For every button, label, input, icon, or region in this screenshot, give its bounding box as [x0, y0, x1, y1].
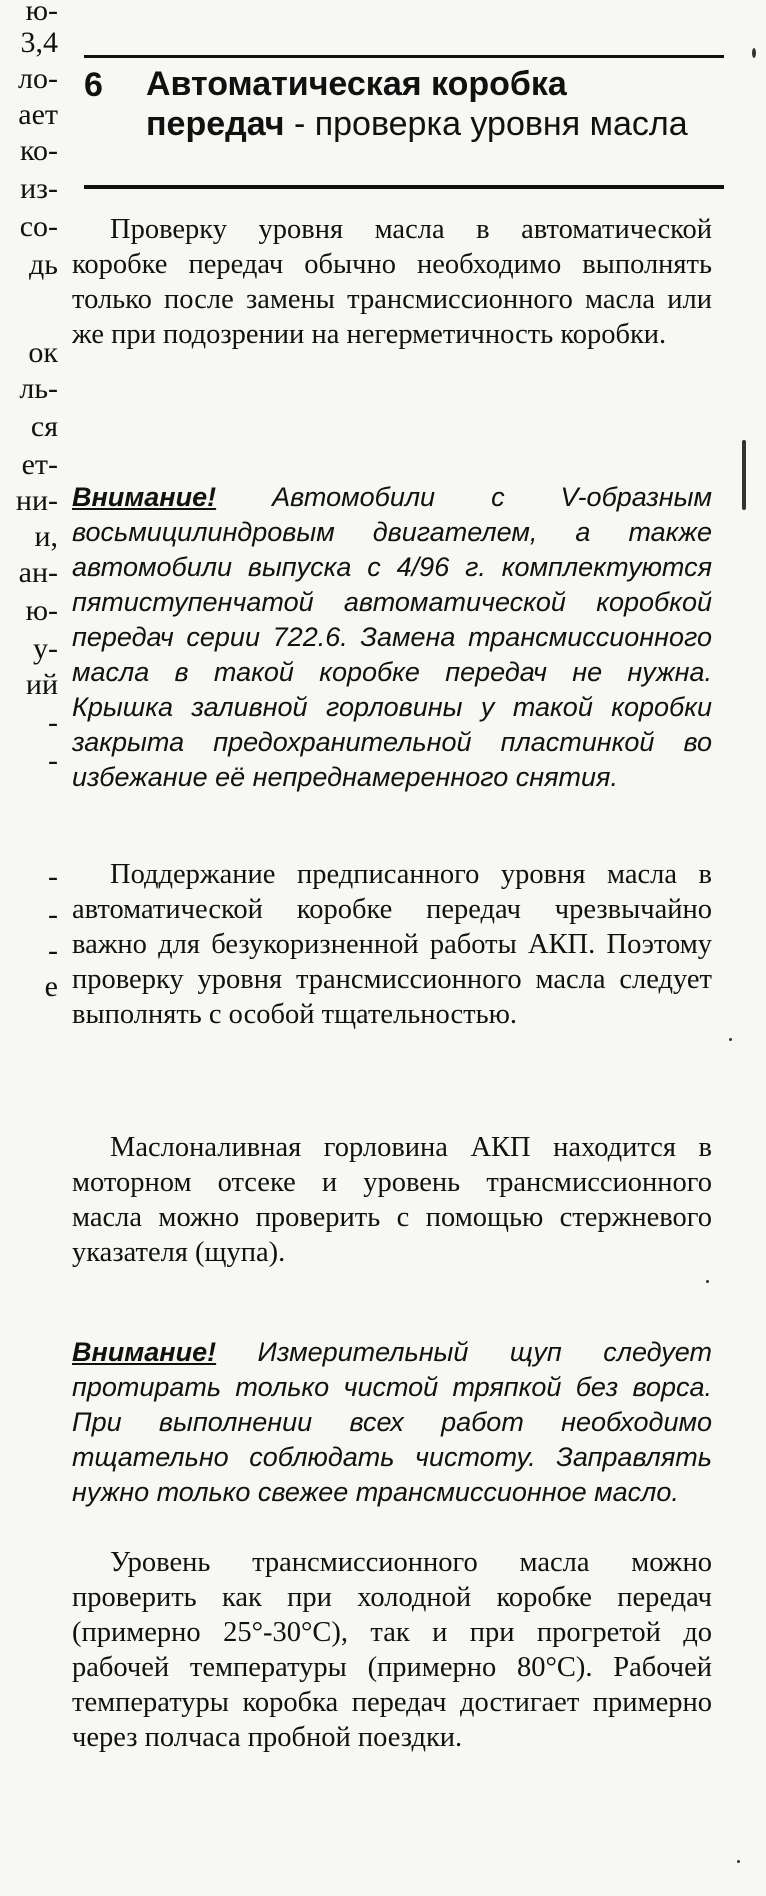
- scan-speck: [742, 440, 746, 510]
- scan-speck: [706, 1280, 709, 1283]
- paragraph-temperature: Уровень трансмиссионного масла можно проверить как при холодной коробке передач (примерно 25°-30°C), так и при прогретой до рабочей температуры (примерно 80°C). Рабочей температуры коробка передач достигает примерно через полчаса пробной поездки.: [72, 1547, 712, 1753]
- fragment-line: -: [48, 744, 58, 777]
- scan-speck: [729, 1038, 732, 1041]
- paragraph-level-importance: Поддержание предписанного уровня масла в автоматической коробке передач чрезвычайно важно для безукоризненной работы АКП. Поэтому проверку уровня трансмиссионного масла следует выполнять с особой тщательностью.: [72, 859, 712, 1030]
- fragment-line: ни-: [15, 484, 58, 517]
- scan-speck: [737, 1860, 740, 1863]
- section-number: 6: [84, 66, 103, 104]
- fragment-line: -: [48, 706, 58, 739]
- warning-text: Автомобили с V-образным восьмицилиндровым двигателем, а также автомобили выпуска с 4/96 г. комплектуются пятиступенчатой автоматической коробкой передач серии 722.6. Замена трансмиссионного масла в такой коробке передач не нужна. Крышка заливной горловины у такой коробки закрыта предохранительной пластинкой во избежание её непреднамеренного снятия.: [72, 482, 712, 792]
- fragment-line: -: [48, 860, 58, 893]
- fragment-line: ю-: [25, 0, 58, 27]
- fragment-line: ль-: [19, 372, 58, 405]
- section-top-rule: [84, 55, 724, 58]
- fragment-line: ю-: [25, 594, 58, 627]
- fragment-line: из-: [20, 172, 58, 205]
- fragment-line: дь: [29, 248, 58, 281]
- fragment-line: ает: [18, 98, 58, 131]
- fragment-line: со-: [19, 210, 58, 243]
- fragment-line: -: [48, 898, 58, 931]
- fragment-line: ко-: [19, 134, 58, 167]
- warning-block-1: [72, 480, 712, 795]
- fragment-line: ся: [30, 410, 58, 443]
- left-column-fragments: [0, 0, 60, 1100]
- fragment-line: у-: [33, 632, 58, 665]
- section-title: [146, 64, 706, 144]
- fragment-line: ок: [28, 336, 58, 369]
- fragment-line: ет-: [21, 448, 58, 481]
- warning-text: Измерительный щуп следует протирать только чистой тряпкой без ворса. При выполнении всех работ необходимо тщательно соблюдать чистоту. Заправлять нужно только свежее трансмиссионное масло.: [72, 1337, 712, 1507]
- fragment-line: ий: [25, 668, 58, 701]
- fragment-line: ло-: [18, 62, 58, 95]
- article-column: [72, 0, 722, 1896]
- fragment-line: -: [48, 934, 58, 967]
- warning-label: Внимание!: [72, 482, 217, 512]
- scan-speck: [752, 48, 756, 58]
- paragraph-filler-neck: Маслоналивная горловина АКП находится в моторном отсеке и уровень трансмиссионного масла можно проверить с помощью стержневого указателя (щупа).: [72, 1132, 712, 1268]
- fragment-line: е: [44, 970, 58, 1003]
- section-title-bold: Автоматическая коробка передач: [146, 65, 567, 143]
- section-title-rest: - проверка уровня масла: [284, 105, 688, 143]
- fragment-line: 3,4: [20, 26, 58, 59]
- paragraph-intro: Проверку уровня масла в автоматической коробке передач обычно необходимо выполнять только после замены трансмиссионного масла или же при подозрении на негерметичность коробки.: [72, 214, 712, 350]
- warning-label: Внимание!: [72, 1337, 217, 1367]
- fragment-line: ан-: [18, 556, 58, 589]
- fragment-line: и,: [34, 520, 58, 553]
- warning-block-2: [72, 1335, 712, 1510]
- section-bottom-rule: [84, 185, 724, 189]
